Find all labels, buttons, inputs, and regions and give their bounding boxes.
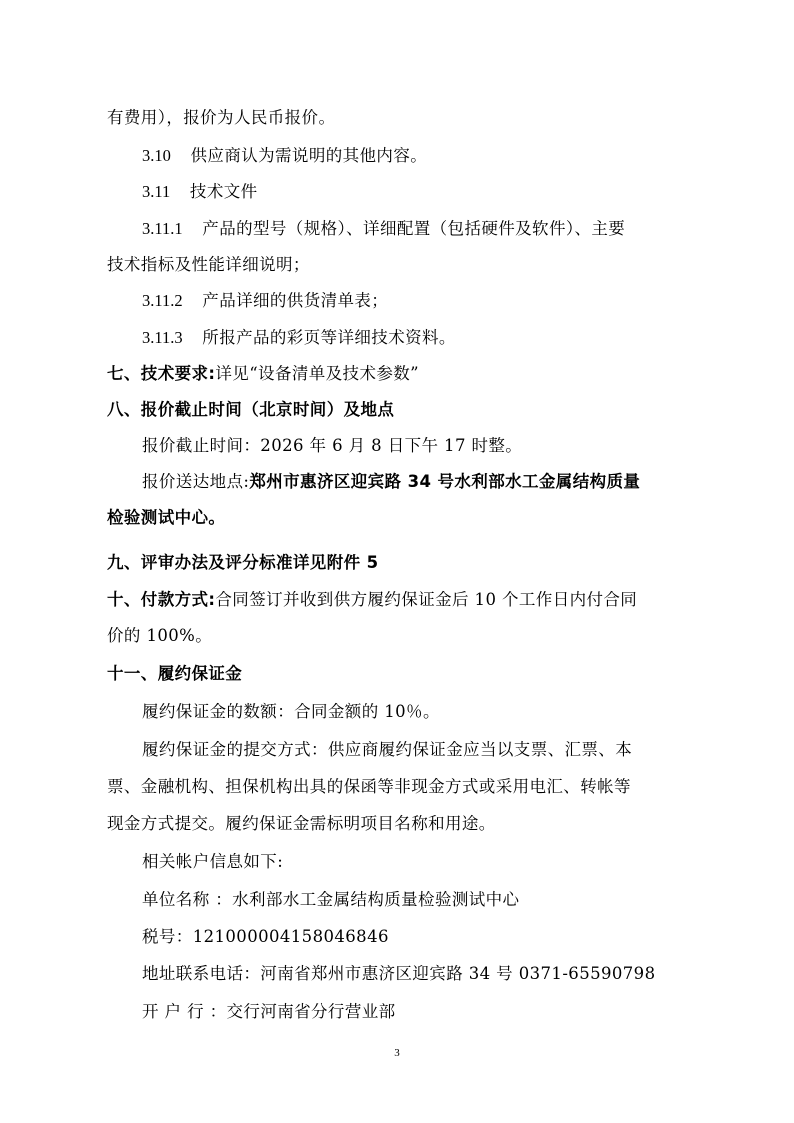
text: 开 户 行 ：交行河南省分行营业部 <box>142 1002 396 1021</box>
heading-text: 十、付款方式: <box>107 590 216 609</box>
text-line <box>142 328 794 348</box>
text: 供应商认为需说明的其他内容。 <box>190 146 428 165</box>
text-line <box>142 927 794 947</box>
clause-number: 3.11.1 <box>142 219 183 238</box>
text-line <box>142 146 794 166</box>
clause-number: 3.11.3 <box>142 328 183 347</box>
section-heading <box>107 553 794 573</box>
text: 产品详细的供货清单表； <box>202 291 389 310</box>
text-line <box>142 291 794 311</box>
text: 产品的型号（规格）、详细配置（包括硬件及软件）、主要 <box>202 219 626 238</box>
clause-number: 3.11 <box>142 182 171 201</box>
section-heading <box>107 400 794 420</box>
text: 履约保证金的提交方式：供应商履约保证金应当以支票、汇票、本 <box>142 740 633 759</box>
text-line <box>142 890 794 910</box>
text-line <box>107 814 794 834</box>
address-text: 郑州市惠济区迎宾路 34 号水利部水工金属结构质量 <box>249 472 641 491</box>
address-text: 检验测试中心。 <box>107 508 226 527</box>
text-line <box>142 219 794 239</box>
text: 价的 100%。 <box>107 626 213 645</box>
text: 单位名称 ：水利部水工金属结构质量检验测试中心 <box>142 890 520 909</box>
text-line <box>142 740 794 760</box>
text: 票、金融机构、担保机构出具的保函等非现金方式或采用电汇、转帐等 <box>107 777 631 796</box>
text: 技术指标及性能详细说明； <box>107 255 310 274</box>
text: 报价送达地点: <box>142 472 250 491</box>
heading-text: 八、报价截止时间（北京时间）及地点 <box>107 400 395 419</box>
heading-text: 七、技术要求: <box>107 364 216 383</box>
clause-number: 3.10 <box>142 146 171 165</box>
text-line <box>142 1002 794 1022</box>
text: 现金方式提交。履约保证金需标明项目名称和用途。 <box>107 814 496 833</box>
text-line <box>142 702 794 722</box>
text: 技术文件 <box>189 182 258 201</box>
text: 税号：121000004158046846 <box>142 927 389 946</box>
text-line <box>107 508 794 528</box>
section-heading <box>107 664 794 684</box>
text-line <box>142 182 794 202</box>
text: 详见“设备清单及技术参数” <box>215 364 419 383</box>
clause-number: 3.11.2 <box>142 291 183 310</box>
text: 所报产品的彩页等详细技术资料。 <box>202 328 456 347</box>
text-line <box>142 852 794 872</box>
text-line <box>142 472 794 492</box>
text-line <box>142 964 794 984</box>
text: 合同签订并收到供方履约保证金后 10 个工作日内付合同 <box>215 590 638 609</box>
text-line <box>142 436 794 456</box>
page-number: 3 <box>394 1047 400 1059</box>
section-heading <box>107 590 794 610</box>
heading-text: 九、评审办法及评分标准详见附件 5 <box>107 553 379 572</box>
heading-text: 十一、履约保证金 <box>107 664 243 683</box>
text: 报价截止时间：2026 年 6 月 8 日下午 17 时整。 <box>142 436 523 455</box>
text: 有费用），报价为人民币报价。 <box>107 108 336 127</box>
text-line <box>107 108 794 128</box>
text-line <box>107 626 794 646</box>
text: 履约保证金的数额：合同金额的 10％。 <box>142 702 440 721</box>
section-heading <box>107 364 794 384</box>
text: 地址联系电话：河南省郑州市惠济区迎宾路 34 号 0371-65590798 <box>142 964 656 983</box>
text-line <box>107 255 794 275</box>
text-line <box>107 777 794 797</box>
text: 相关帐户信息如下: <box>142 852 284 871</box>
